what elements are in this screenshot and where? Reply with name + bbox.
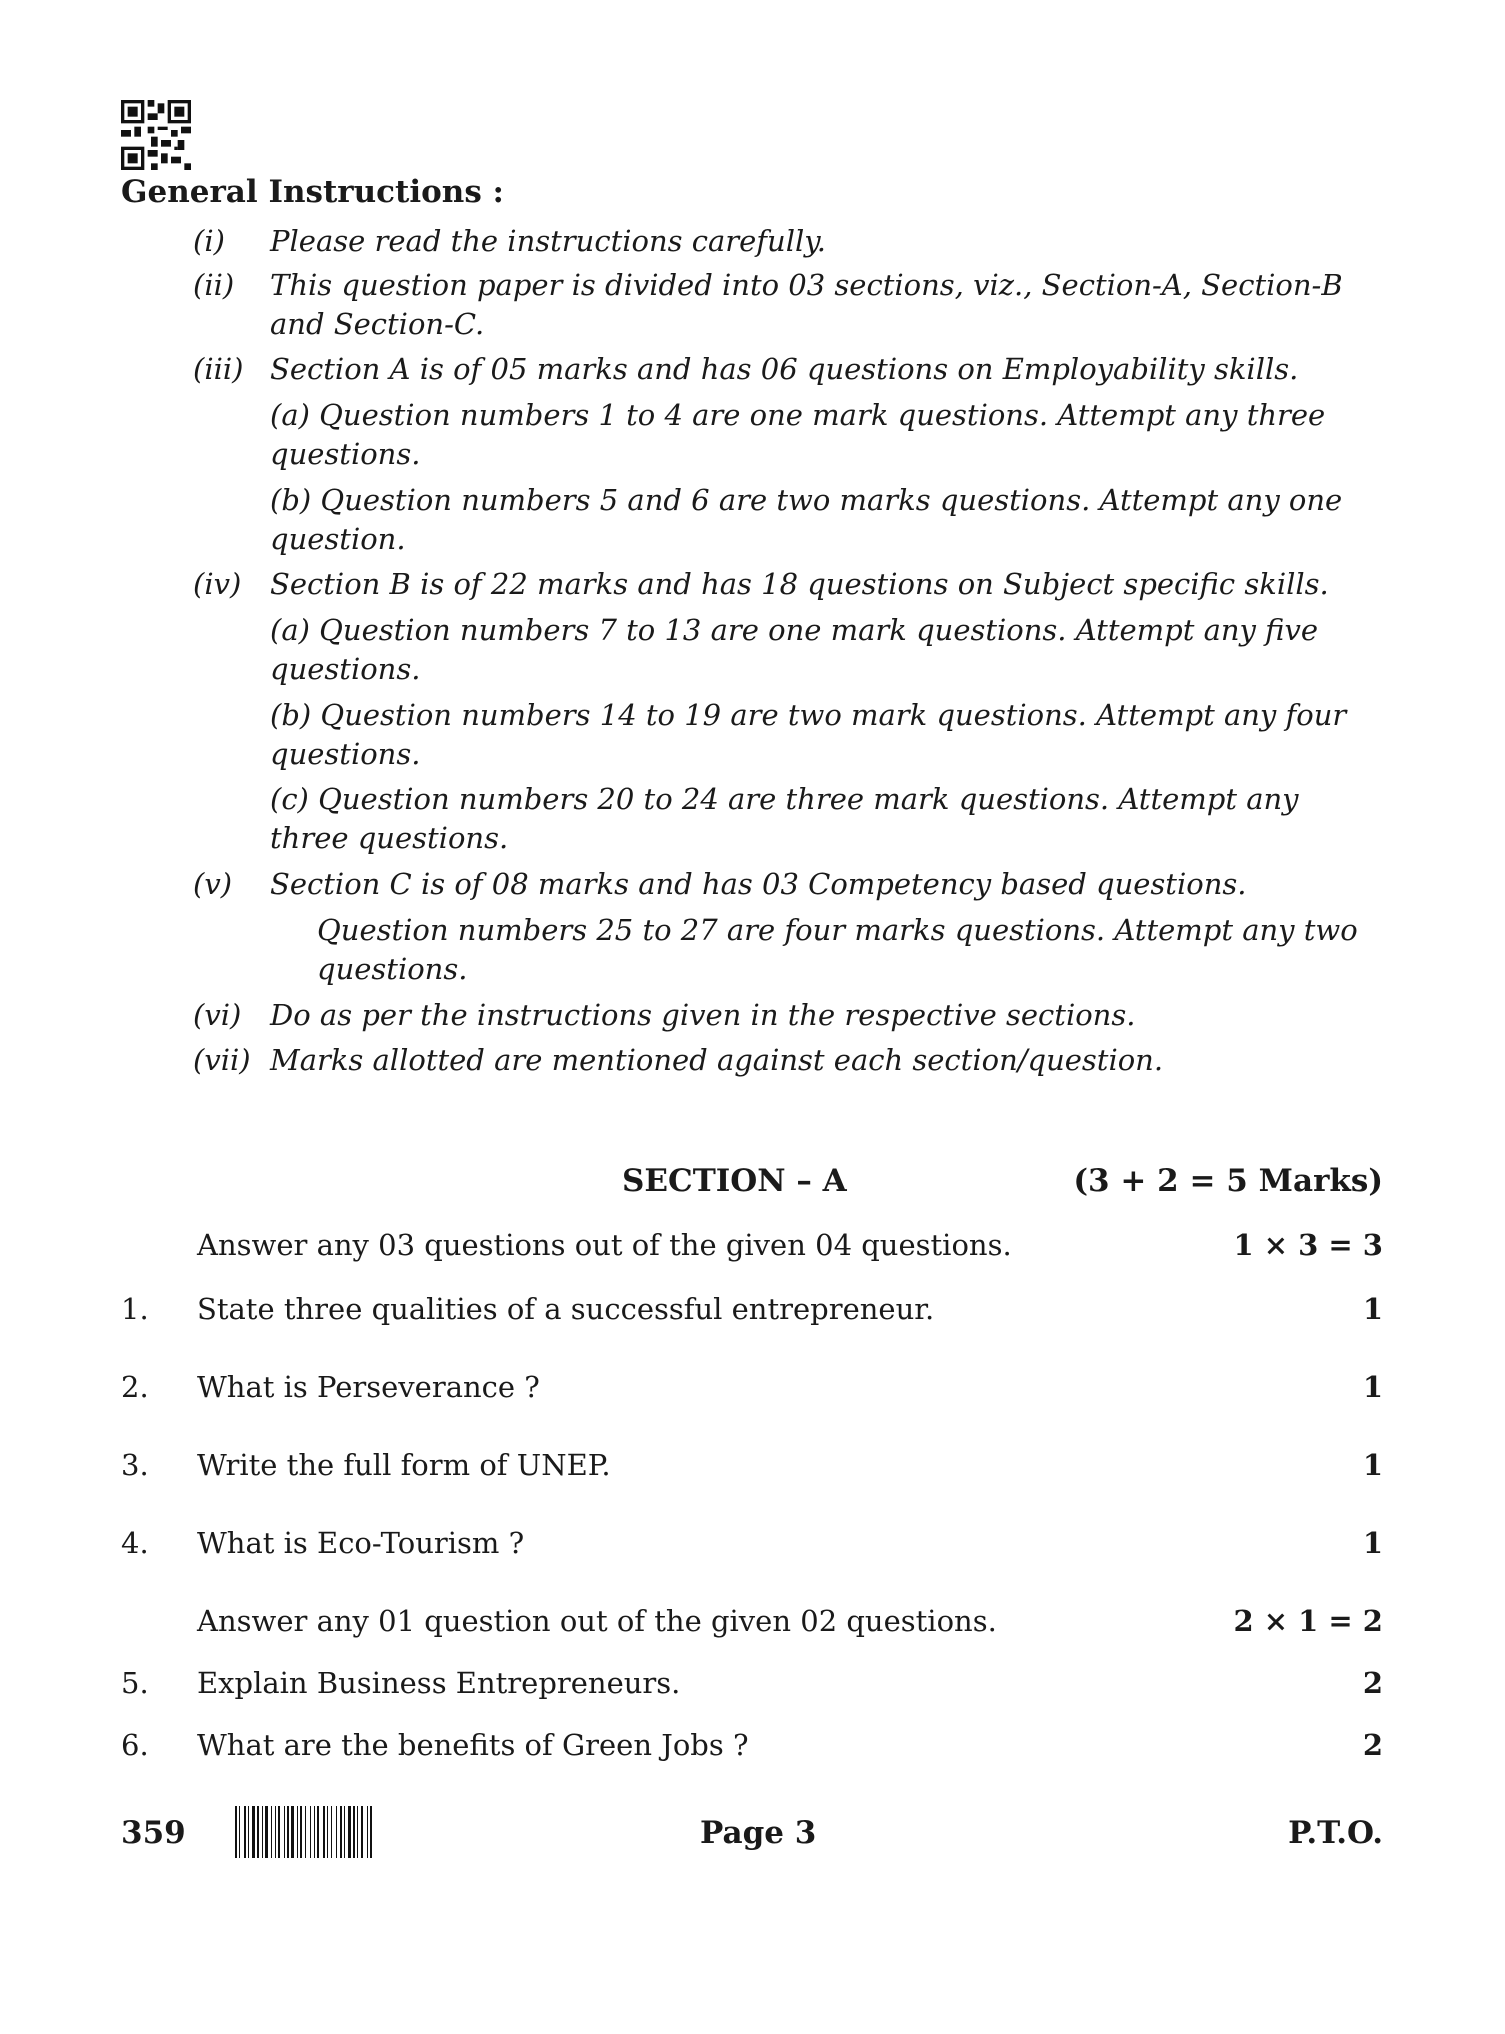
instruction-number: (i) xyxy=(193,224,225,258)
subitem-label: (a) xyxy=(270,613,310,647)
instruction-number: (vii) xyxy=(193,1043,251,1077)
question-text: What are the benefits of Green Jobs ? xyxy=(197,1728,749,1762)
subitem-text: Question numbers 7 to 13 are one mark questions. Attempt any five questions. xyxy=(270,613,1319,686)
question-marks: 2 xyxy=(1362,1666,1383,1700)
subitem-text: Question numbers 14 to 19 are two mark questions. Attempt any four questions. xyxy=(270,698,1347,771)
subitem-label: (b) xyxy=(270,698,312,732)
instruction-number: (iii) xyxy=(193,352,244,386)
instruction-number: (iv) xyxy=(193,567,242,601)
subitem-label: (a) xyxy=(270,398,310,432)
question-text: What is Eco-Tourism ? xyxy=(197,1526,525,1560)
instruction-subitem xyxy=(270,481,1370,559)
group-instruction-text: Answer any 01 question out of the given 02 questions. xyxy=(197,1604,997,1638)
instruction-subitem xyxy=(270,396,1370,474)
group-instruction-text: Answer any 03 questions out of the given 04 questions. xyxy=(197,1228,1012,1262)
question-marks: 1 xyxy=(1362,1292,1383,1326)
page-number: Page 3 xyxy=(700,1815,817,1851)
group-marks: 1 × 3 = 3 xyxy=(1233,1228,1383,1262)
instruction-text: Section C is of 08 marks and has 03 Competency based questions. xyxy=(270,867,1247,901)
instruction-subitem xyxy=(270,696,1370,774)
question-marks: 1 xyxy=(1362,1448,1383,1482)
qr-code-icon xyxy=(121,100,191,170)
instruction-number: (v) xyxy=(193,867,233,901)
question-text: What is Perseverance ? xyxy=(197,1370,540,1404)
instruction-subitem xyxy=(270,611,1370,689)
question-number: 1. xyxy=(121,1292,149,1326)
instruction-text: Section A is of 05 marks and has 06 questions on Employability skills. xyxy=(270,352,1299,386)
subitem-text: Question numbers 25 to 27 are four marks questions. Attempt any two questions. xyxy=(317,913,1358,986)
group-marks: 2 × 1 = 2 xyxy=(1233,1604,1383,1638)
instruction-text: This question paper is divided into 03 sections, viz., Section-A, Section-B and Section-C. xyxy=(270,268,1343,341)
question-text: Explain Business Entrepreneurs. xyxy=(197,1666,681,1700)
question-marks: 1 xyxy=(1362,1370,1383,1404)
paper-code: 359 xyxy=(121,1815,186,1851)
instruction-number: (vi) xyxy=(193,998,242,1032)
question-number: 4. xyxy=(121,1526,149,1560)
question-number: 3. xyxy=(121,1448,149,1482)
instruction-subitem xyxy=(270,780,1370,858)
question-marks: 2 xyxy=(1362,1728,1383,1762)
question-marks: 1 xyxy=(1362,1526,1383,1560)
subitem-text: Question numbers 5 and 6 are two marks questions. Attempt any one question. xyxy=(270,483,1343,556)
question-number: 5. xyxy=(121,1666,149,1700)
subitem-label: (c) xyxy=(270,782,309,816)
question-text: State three qualities of a successful entrepreneur. xyxy=(197,1292,935,1326)
instruction-number: (ii) xyxy=(193,268,235,302)
question-text: Write the full form of UNEP. xyxy=(197,1448,611,1482)
general-instructions-title: General Instructions : xyxy=(121,174,505,210)
subitem-text: Question numbers 20 to 24 are three mark questions. Attempt any three questions. xyxy=(270,782,1299,855)
question-number: 6. xyxy=(121,1728,149,1762)
instruction-subitem xyxy=(317,911,1370,989)
instruction-text: Marks allotted are mentioned against each section/question. xyxy=(270,1043,1164,1077)
instruction-text: Section B is of 22 marks and has 18 questions on Subject specific skills. xyxy=(270,567,1329,601)
question-number: 2. xyxy=(121,1370,149,1404)
instruction-text: Please read the instructions carefully. xyxy=(270,224,827,258)
barcode-icon xyxy=(233,1806,508,1858)
section-a-title: SECTION – A xyxy=(622,1163,847,1199)
pto-label: P.T.O. xyxy=(1288,1815,1383,1851)
subitem-label: (b) xyxy=(270,483,312,517)
instruction-text: Do as per the instructions given in the respective sections. xyxy=(270,998,1136,1032)
subitem-text: Question numbers 1 to 4 are one mark questions. Attempt any three questions. xyxy=(270,398,1326,471)
section-a-marks: (3 + 2 = 5 Marks) xyxy=(1073,1163,1383,1199)
